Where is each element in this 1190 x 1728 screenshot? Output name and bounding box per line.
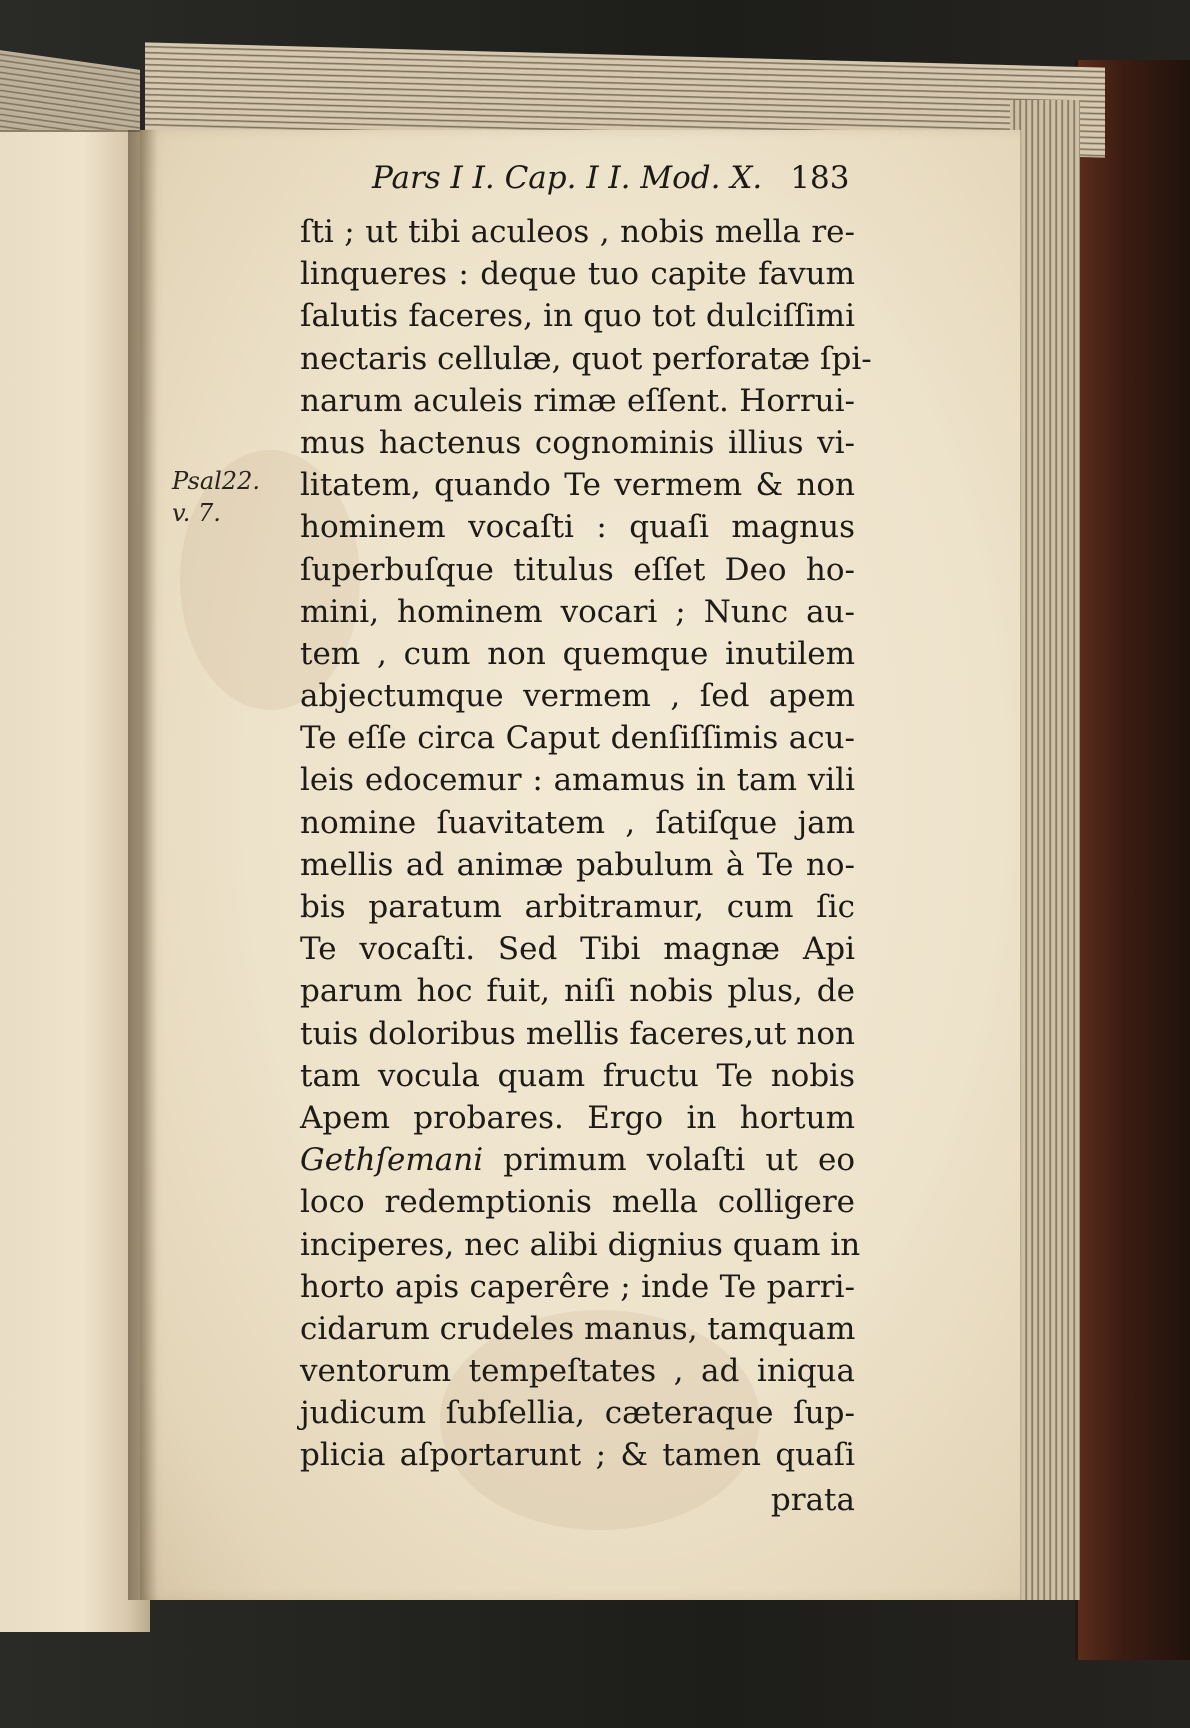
marginal-note: [172, 465, 260, 529]
text-line: mini, hominem vocari ; Nunc au-: [300, 593, 855, 630]
text-line: nectaris cellulæ, quot perforatæ ſpi-: [300, 340, 872, 377]
text-line: Te vocaſti. Sed Tibi magnæ Api: [300, 931, 855, 968]
text-line: tem , cum non quemque inutilem: [300, 635, 855, 672]
book-cover-edge: [1075, 60, 1190, 1660]
text-line: Apem probares. Ergo in hortum: [300, 1099, 855, 1136]
text-line: leis edocemur : amamus in tam vili: [300, 762, 855, 799]
text-line: parum hoc fuit, niſi nobis plus, de: [300, 973, 855, 1010]
text-line: ſalutis faceres, in quo tot dulciſſimi: [300, 298, 855, 335]
text-line: Te eſſe circa Caput denſiſſimis acu-: [300, 720, 855, 757]
text-line-with-italic: [300, 1139, 855, 1181]
text-line: bis paratum arbitramur, cum ſic: [300, 889, 855, 925]
text-line: inciperes, nec alibi dignius quam in: [300, 1226, 861, 1263]
marginal-note-line: Psal22.: [172, 467, 260, 495]
text-line: cidarum crudeles manus, tamquam: [300, 1310, 856, 1347]
text-line: tam vocula quam fructu Te nobis: [300, 1057, 855, 1094]
catchword: prata: [770, 1481, 855, 1518]
text-line: ſuperbuſque titulus eſſet Deo ho-: [300, 551, 855, 588]
text-line: mus hactenus cognominis illius vi-: [300, 424, 855, 461]
text-line: ſti ; ut tibi aculeos , nobis mella re-: [300, 214, 855, 250]
italic-place-name: Gethſemani: [300, 1142, 484, 1179]
text-line: horto apis caperêre ; inde Te parri-: [300, 1268, 855, 1305]
text-line: loco redemptionis mella colligere: [300, 1184, 855, 1221]
gutter-shadow: [128, 130, 158, 1600]
marginal-note-line: v. 7.: [172, 499, 221, 527]
text-line: judicum ſubſellia, cæteraque ſup-: [300, 1395, 855, 1432]
text-line: nomine ſuavitatem , ſatiſque jam: [300, 804, 855, 841]
text-line: mellis ad animæ pabulum à Te no-: [300, 846, 855, 883]
page-number: 183: [790, 160, 850, 196]
text-line: abjectumque vermem , ſed apem: [300, 678, 855, 715]
text-line-rest: primum volaſti ut eo: [503, 1142, 856, 1179]
text-line: ventorum tempeſtates , ad iniqua: [300, 1353, 855, 1390]
text-line: plicia aſportarunt ; & tamen quaſi: [300, 1437, 855, 1474]
running-head-title: Pars I I. Cap. I I. Mod. X.: [372, 160, 763, 196]
text-line: hominem vocaſti : quaſi magnus: [300, 509, 855, 546]
text-line: narum aculeis rimæ eſſent. Horrui-: [300, 382, 855, 419]
running-head: [372, 160, 849, 196]
text-line: tuis doloribus mellis faceres,ut non: [300, 1015, 855, 1052]
text-line: linqueres : deque tuo capite favum: [300, 256, 855, 293]
body-text: [300, 211, 872, 1521]
text-line: litatem, quando Te vermem & non: [300, 467, 855, 504]
